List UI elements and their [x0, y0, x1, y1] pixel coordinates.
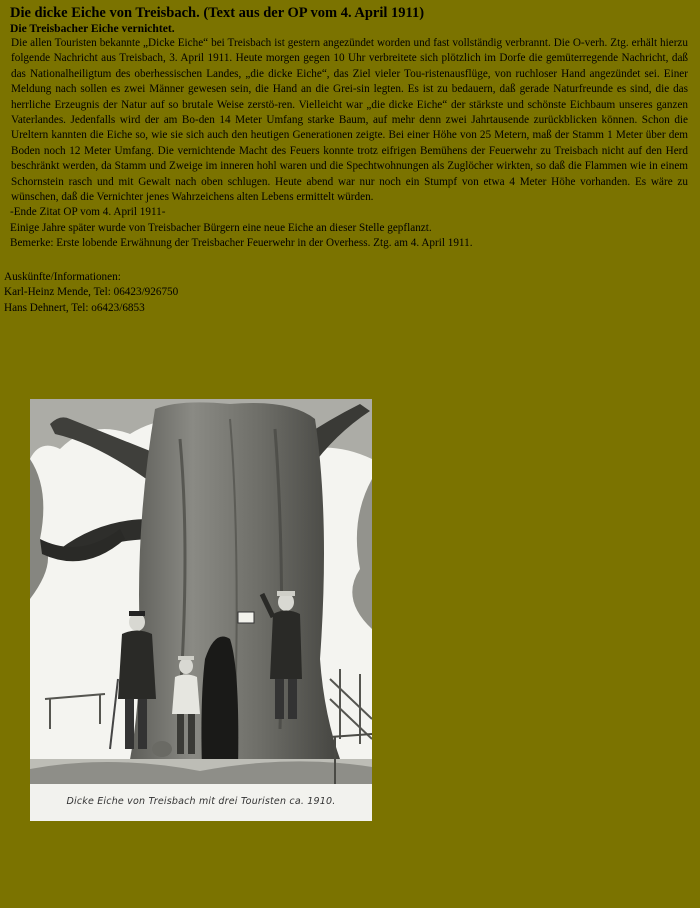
article-title: Die dicke Eiche von Treisbach. (Text aus der OP vom 4. April 1911) [10, 5, 425, 21]
contact-person-mende: Karl-Heinz Mende, Tel: 06423/926750 [4, 286, 179, 299]
contact-heading: Auskünfte/Informationen: [4, 271, 121, 283]
article-body: Die allen Touristen bekannte „Dicke Eiche“ bei Treisbach ist gestern angezündet worden und fast vollständig verbrannt. Die O-verh. Ztg. erhält hierzu folgende Nachricht aus Treisbach, 3. April 1911. Heute morgen gegen 10 Uhr verbreitete sich plötzlich im Dorfe die gemüterregende Nachricht, daß das Nationalheiligtum des oberhessischen Landes, „die dicke Eiche“, das Ziel vieler Tou-ristenausflüge, von ruchloser Hand angezündet sei. Einer Meldung nach sollen es zwei Männer gewesen sein, die Hand an die Grei-sin legten. Es ist zu bedauern, daß gerade Naturfreunde es sind, die das herrliche Erzeugnis der Natur auf so brutale Weise zerstö-ren. Vielleicht war „die dicke Eiche“ der stärkste und schönste Eichbaum unseres ganzen Vaterlandes. Jedenfalls wird der am Bo-den 14 Meter Umfang starke Baum, auf mehr denn zwei Jahrtausende zurückblicken können. Schon die Ureltern kannten die Eiche so, wie sie sich auch den heutigen Generationen zeigte. Bei einer Höhe von 25 Metern, maß der Stamm 1 Meter über dem Boden noch 12 Meter Umfang. Die vernichtende Macht des Feuers konnte trotz eifrigen Bemühens der Feuerwehr zu Treisbach nicht auf den Herd beschränkt werden, da Stamm und Zweige im inneren hohl waren und die Spechtwohnungen als Zuglöcher wirkten, so daß die Flammen wie in einem Schornstein rasch und mit Gewalt nach oben schlugen. Heute abend war nur noch ein Stumpf von etwa 4 Meter Höhe vorhanden. Es wäre zu wünschen, daß die Vernichter jenes Wahrzeichens alten Lebens ermittelt würden. [11, 37, 688, 204]
later-note: Einige Jahre später wurde von Treisbacher Bürgern eine neue Eiche an dieser Stelle gepflanzt. [10, 221, 432, 234]
contact-person-dehnert: Hans Dehnert, Tel: o6423/6853 [4, 301, 145, 314]
article [10, 5, 690, 252]
photo-caption: Dicke Eiche von Treisbach mit drei Touristen ca. 1910. [66, 796, 336, 807]
quote-end: -Ende Zitat OP vom 4. April 1911- [10, 206, 166, 219]
article-subtitle: Die Treisbacher Eiche vernichtet. [10, 22, 175, 35]
remark-note: Bemerke: Erste lobende Erwähnung der Treisbacher Feuerwehr in der Overhess. Ztg. am 4. April 1911. [10, 237, 473, 250]
oak-photo-illustration [30, 399, 372, 821]
oak-photo [30, 399, 372, 821]
contact-info [4, 270, 178, 316]
